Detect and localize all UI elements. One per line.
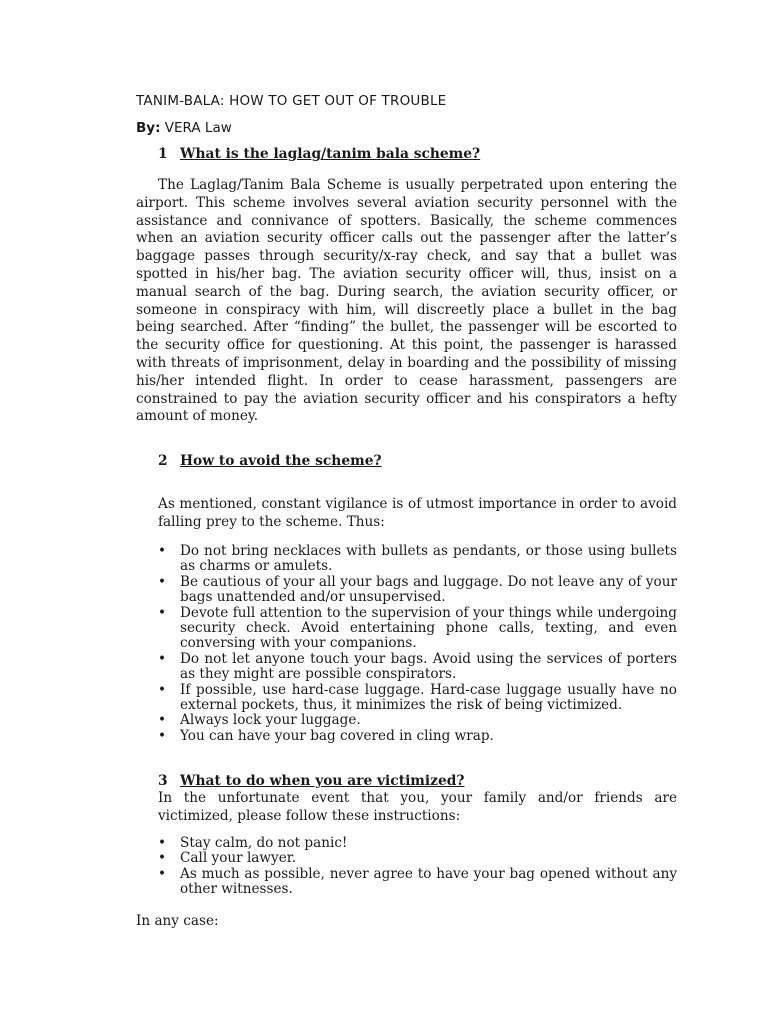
list-item: • If possible, use hard-case luggage. Hard-case luggage usually have no external pockets, thus, it minimizes the risk of being victimized. [158, 681, 677, 714]
list-item: • As much as possible, never agree to have your bag opened without any other witnesses. [158, 865, 677, 898]
list-item: • Devote full attention to the supervision of your things while undergoing security check. Avoid entertaining phone calls, texting, and even conversing with your companions. [158, 604, 677, 652]
section-number: 2 [158, 453, 168, 469]
section-heading-text: How to avoid the scheme? [180, 453, 382, 469]
closing-line: In any case: [136, 913, 219, 929]
list-item: • Be cautious of your all your bags and luggage. Do not leave any of your bags unattended and/or unsupervised. [158, 573, 677, 606]
list-item: • You can have your bag covered in cling wrap. [158, 727, 494, 744]
section-2-paragraph: As mentioned, constant vigilance is of utmost importance in order to avoid falling prey to the scheme. Thus: [158, 496, 677, 530]
list-item: • Always lock your luggage. [158, 712, 361, 729]
document-title: TANIM-BALA: HOW TO GET OUT OF TROUBLE [136, 93, 447, 109]
list-item: • Do not let anyone touch your bags. Avoid using the services of porters as they might are possible conspirators. [158, 650, 677, 683]
byline [136, 120, 232, 136]
list-item: • Stay calm, do not panic! [158, 835, 348, 851]
section-2-heading [158, 453, 382, 469]
list-item: • Call your lawyer. [158, 850, 297, 867]
section-number: 1 [158, 146, 168, 162]
byline-label: By: [136, 120, 161, 136]
section-2-bullet-list [158, 544, 677, 744]
section-1-heading [158, 146, 480, 162]
section-1-paragraph: The Laglag/Tanim Bala Scheme is usually perpetrated upon entering the airport. This scheme involves several aviation security personnel with the assistance and connivance of spotters. Basically, the scheme commences when an aviation security officer calls out the passenger after the latter’s baggage passes through security/x-ray check, and say that a bullet was spotted in his/her bag. The aviation security officer will, thus, insist on a manual search of the bag. During search, the aviation security officer, or someone in conspiracy with him, will discreetly place a bullet in the bag being searched. After “finding” the bullet, the passenger will be escorted to the security office for questioning. At this point, the passenger is harassed with threats of imprisonment, delay in boarding and the possibility of missing his/her intended flight. In order to cease harassment, passengers are constrained to pay the aviation security officer and his conspirators a hefty amount of money. [136, 177, 677, 425]
section-heading-text: What is the laglag/tanim bala scheme? [180, 146, 481, 162]
section-3-paragraph: In the unfortunate event that you, your family and/or friends are victimized, please follow these instructions: [158, 790, 677, 824]
section-heading-text: What to do when you are victimized? [180, 773, 465, 789]
byline-author: VERA Law [164, 120, 232, 136]
section-3-bullet-list [158, 836, 677, 898]
list-item: • Do not bring necklaces with bullets as pendants, or those using bullets as charms or amulets. [158, 543, 677, 575]
section-3-heading [158, 773, 465, 789]
section-number: 3 [158, 773, 168, 789]
